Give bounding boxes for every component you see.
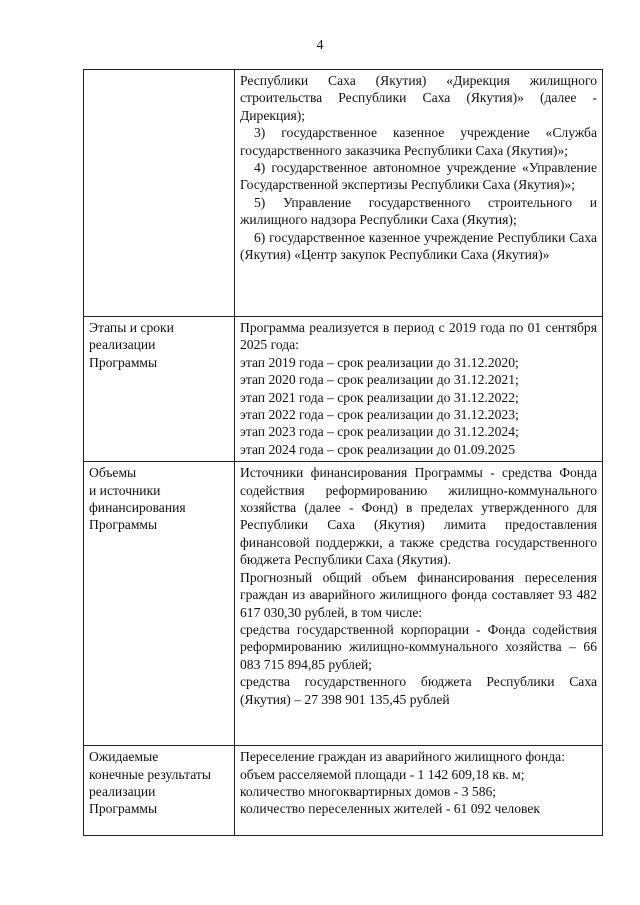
paragraph: 6) государственное казенное учреждение Республики Саха (Якутия) «Центр закупок Республики Саха (Якутия)» bbox=[240, 229, 597, 263]
paragraph: Переселение граждан из аварийного жилищного фонда: bbox=[240, 749, 565, 765]
row-content-cell bbox=[235, 462, 603, 746]
row-label-cell bbox=[84, 317, 235, 462]
stage-line: этап 2022 года – срок реализации до 31.12.2023; bbox=[240, 407, 519, 423]
paragraph: 3) государственное казенное учреждение «Служба государственного заказчика Республики Саха (Якутия)»; bbox=[240, 125, 597, 158]
row-label-line: Программы bbox=[89, 517, 158, 533]
row-label-line: реализации bbox=[89, 337, 156, 353]
page-number: 4 bbox=[316, 38, 324, 53]
paragraph: Республики Саха (Якутия) «Дирекция жилищного строительства Республики Саха (Якутия)» (далее - Дирекция); bbox=[240, 73, 597, 123]
paragraph: Источники финансирования Программы - средства Фонда содействия реформированию жилищно-коммунального хозяйства (далее - Фонд) в пределах утвержденного для Республики Саха (Якутия) лимита предоставления финансовой поддержки, а также средства государственного бюджета Республики Саха (Якутия). bbox=[240, 465, 597, 568]
row-label-line: реализации bbox=[89, 784, 156, 800]
paragraph: средства государственного бюджета Республики Саха (Якутия) – 27 398 901 135,45 рублей bbox=[240, 674, 597, 707]
result-line: объем расселяемой площади - 1 142 609,18 кв. м; bbox=[240, 766, 525, 782]
row-label-cell bbox=[84, 746, 235, 836]
stage-line: этап 2019 года – срок реализации до 31.12.2020; bbox=[240, 354, 519, 370]
stage-line: этап 2020 года – срок реализации до 31.12.2021; bbox=[240, 372, 519, 388]
row-label-line: и источники bbox=[89, 482, 161, 498]
row-label-line: Программы bbox=[89, 354, 158, 370]
table-row bbox=[84, 746, 603, 836]
row-label-cell bbox=[84, 70, 235, 317]
table-row bbox=[84, 70, 603, 317]
row-label-line: финансирования bbox=[89, 500, 186, 516]
paragraph: 5) Управление государственного строительного и жилищного надзора Республики Саха (Якутия); bbox=[240, 194, 597, 228]
row-content-cell bbox=[235, 70, 603, 317]
table-row bbox=[84, 462, 603, 746]
result-line: количество переселенных жителей - 61 092 человек bbox=[240, 801, 540, 817]
paragraph: Программа реализуется в период с 2019 года по 01 сентября 2025 года: bbox=[240, 320, 597, 353]
paragraph: средства государственной корпорации - Фонда содействия реформированию жилищно-коммунального хозяйства – 66 083 715 894,85 рублей; bbox=[240, 621, 597, 672]
program-passport-table bbox=[83, 69, 603, 836]
table-row bbox=[84, 317, 603, 462]
row-content-cell bbox=[235, 317, 603, 462]
row-content-cell bbox=[235, 746, 603, 836]
row-label-line: Объемы bbox=[89, 465, 137, 481]
result-line: количество многоквартирных домов - 3 586; bbox=[240, 784, 497, 800]
row-label-line: Этапы и сроки bbox=[89, 320, 174, 335]
stage-line: этап 2023 года – срок реализации до 31.12.2024; bbox=[240, 424, 519, 440]
row-label-line: Ожидаемые bbox=[89, 749, 159, 765]
row-label-line: Программы bbox=[89, 801, 158, 817]
paragraph: Прогнозный общий объем финансирования переселения граждан из аварийного жилищного фонда составляет 93 482 617 030,30 рублей, в том числе: bbox=[240, 569, 597, 620]
stage-line: этап 2024 года – срок реализации до 01.09.2025 bbox=[240, 441, 515, 457]
row-label-line: конечные результаты bbox=[89, 766, 211, 782]
stage-line: этап 2021 года – срок реализации до 31.12.2022; bbox=[240, 389, 519, 405]
row-label-cell bbox=[84, 462, 235, 746]
paragraph: 4) государственное автономное учреждение «Управление Государственной экспертизы Республики Саха (Якутия)»; bbox=[240, 160, 597, 193]
